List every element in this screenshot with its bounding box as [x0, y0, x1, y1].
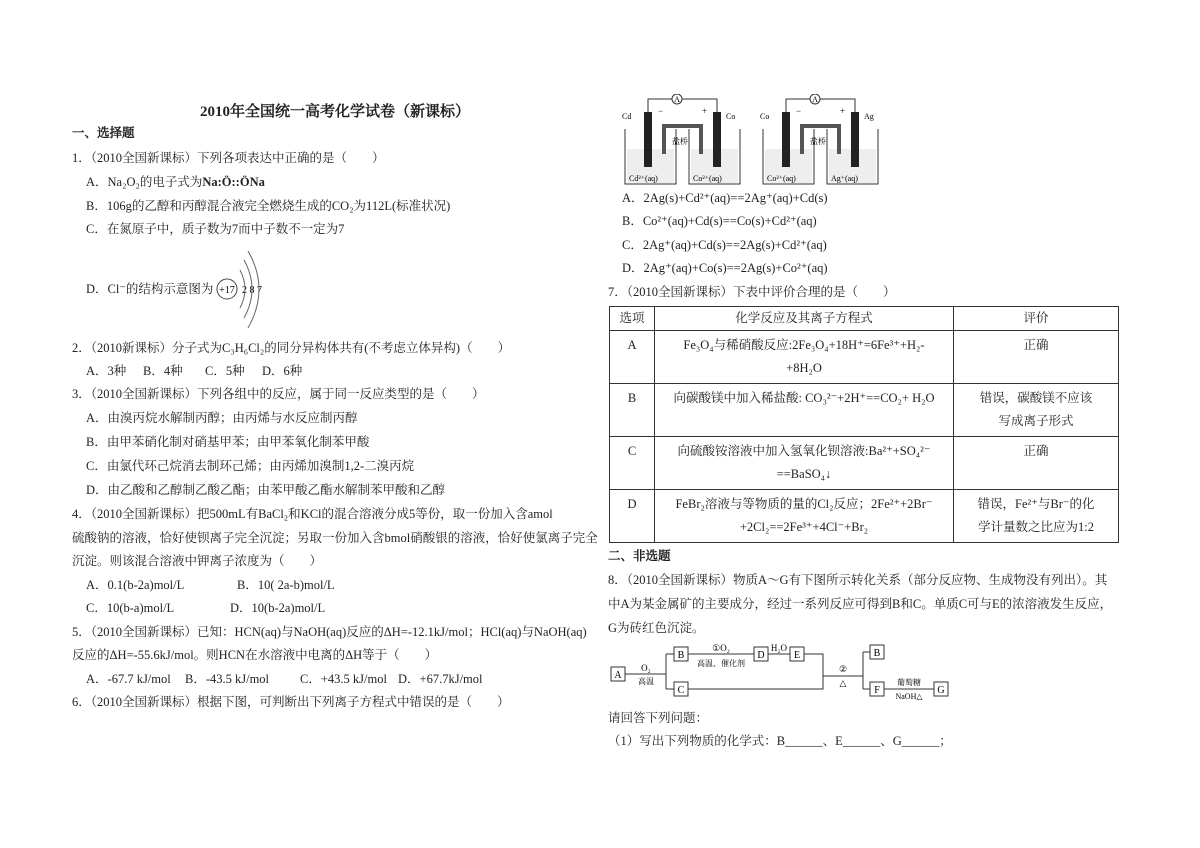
option-c: C．2Ag⁺(aq)+Cd(s)==2Ag(s)+Cd²⁺(aq) — [622, 238, 827, 252]
text: A — [610, 331, 655, 384]
option-c: C．+43.5 kJ/mol — [300, 672, 387, 686]
option-b: B．4种 — [143, 364, 183, 378]
option-a — [86, 173, 265, 191]
header-equation: 化学反应及其离子方程式 — [655, 307, 954, 331]
question-2: 2．（2010新课标）分子式为C₃H₆Cl₂的同分异构体共有(不考虑立体异构)（ ） — [72, 341, 511, 355]
text: A．Na₂O₂的电子式为 — [86, 175, 203, 189]
text: 2 8 7 — [242, 285, 262, 296]
text: C — [610, 437, 655, 490]
text: 向硫酸铵溶液中加入氢氧化钡溶液:Ba²⁺+SO₄²⁻ — [677, 444, 931, 458]
header-evaluation: 评价 — [954, 307, 1119, 331]
question-8: 8．（2010全国新课标）物质A～G有下图所示转化关系（部分反应物、生成物没有列出）。其 — [608, 573, 1108, 587]
text: − — [796, 106, 802, 116]
option-b: B．-43.5 kJ/mol — [185, 672, 270, 686]
text: B — [610, 384, 655, 437]
option-a: A．由溴丙烷水解制丙醇；由丙烯与水反应制丙醇 — [86, 411, 358, 425]
option-b: B．10( 2a-b)mol/L — [237, 578, 335, 592]
table-row — [610, 384, 1119, 437]
question-8-line: G为砖红色沉淀。 — [608, 621, 705, 635]
text: D — [757, 650, 765, 661]
text: E — [793, 650, 801, 661]
text: 盐桥 — [672, 137, 688, 146]
section-heading: 二、非选题 — [608, 549, 671, 563]
text: Ag⁺(aq) — [831, 174, 858, 183]
text: 高温、催化剂 — [697, 659, 745, 668]
text: 正确 — [954, 437, 1119, 490]
table-row — [610, 490, 1119, 543]
text: + — [840, 106, 846, 116]
question-8-line: 中A为某金属矿的主要成分，经过一系列反应可得到B和C。单质C可与E的浓溶液发生反应， — [608, 597, 1113, 611]
option-a: A．-67.7 kJ/mol — [86, 672, 171, 686]
text: 葡萄糖 — [897, 678, 921, 687]
text: 高温 — [638, 677, 654, 686]
text: Co²⁺(aq) — [767, 174, 796, 183]
text: Co — [726, 112, 736, 121]
text: A — [674, 95, 680, 104]
text: FeBr₂溶液与等物质的量的Cl₂反应；2Fe²⁺+2Br⁻ — [675, 497, 933, 511]
prompt: 请回答下列问题： — [608, 711, 709, 725]
question-3: 3．（2010全国新课标）下列各组中的反应，属于同一反应类型的是（ ） — [72, 387, 485, 401]
table-header — [610, 307, 1119, 331]
option-d: D．2Ag⁺(aq)+Co(s)==2Ag(s)+Co²⁺(aq) — [622, 261, 828, 275]
table-row — [610, 331, 1119, 384]
text: NaOH△ — [895, 692, 923, 701]
sub-question-1: （1）写出下列物质的化学式：B______、E______、G______； — [608, 734, 952, 748]
text: Ag — [864, 112, 874, 121]
electron-formula: Na:Ö::ÖNa — [202, 175, 265, 189]
text: Cd — [622, 112, 632, 121]
text: 写成离子形式 — [998, 414, 1074, 428]
text: ==BaSO₄↓ — [776, 467, 832, 481]
text: A — [614, 670, 622, 681]
text: Cd²⁺(aq) — [629, 174, 658, 183]
option-a: A．2Ag(s)+Cd²⁺(aq)==2Ag⁺(aq)+Cd(s) — [622, 191, 828, 205]
text: 学计量数之比应为1:2 — [978, 520, 1094, 534]
text: △ — [839, 678, 847, 688]
option-b: B．106g的乙醇和丙醇混合液完全燃烧生成的CO₂为112L(标准状况) — [86, 199, 451, 213]
text: H₂O — [770, 643, 788, 653]
text: B — [873, 648, 881, 659]
option-c: C．5种 — [205, 364, 245, 378]
text: +2Cl₂==2Fe³⁺+4Cl⁻+Br₂ — [739, 520, 869, 534]
text: 向碳酸镁中加入稀盐酸: CO₃²⁻+2H⁺==CO₂+ H₂O — [655, 384, 954, 437]
text: ①O₂ — [712, 643, 730, 653]
text: 错误，碳酸镁不应该 — [979, 391, 1093, 405]
table-row — [610, 437, 1119, 490]
option-d: D．+67.7kJ/mol — [398, 672, 483, 686]
text: A — [812, 95, 818, 104]
section-heading: 一、选择题 — [72, 126, 135, 140]
option-c: C．由氯代环己烷消去制环己烯；由丙烯加溴制1,2-二溴丙烷 — [86, 459, 415, 473]
text: D — [610, 490, 655, 543]
atom-structure-diagram — [210, 248, 280, 334]
option-b: B．Co²⁺(aq)+Cd(s)==Co(s)+Cd²⁺(aq) — [622, 214, 817, 228]
text: G — [937, 685, 945, 696]
question-6: 6．（2010全国新课标）根据下图，可判断出下列离子方程式中错误的是（ ） — [72, 695, 510, 709]
question-1: 1．（2010全国新课标）下列各项表达中正确的是（ ） — [72, 151, 385, 165]
text: O₂ — [641, 663, 651, 673]
option-a: A．0.1(b-2a)mol/L — [86, 578, 185, 592]
page-title: 2010年全国统一高考化学试卷（新课标） — [200, 104, 471, 120]
question-5: 5．（2010全国新课标）已知：HCN(aq)与NaOH(aq)反应的ΔH=-12.1kJ/mol；HCl(aq)与NaOH(aq) — [72, 625, 587, 639]
cell-1 — [622, 94, 740, 184]
option-c: C．10(b-a)mol/L — [86, 601, 175, 615]
text: B — [677, 650, 685, 661]
text: +8H₂O — [786, 361, 822, 375]
text: 正确 — [954, 331, 1119, 384]
option-a: A．3种 — [86, 364, 127, 378]
question-4: 4．（2010全国新课标）把500mL有BaCl₂和KCl的混合溶液分成5等份，取一份加入含amol — [72, 507, 553, 521]
evaluation-table — [609, 306, 1119, 543]
text: 盐桥 — [810, 137, 826, 146]
cell-2 — [760, 94, 878, 184]
header-option: 选项 — [610, 307, 655, 331]
question-5-line: 反应的ΔH=-55.6kJ/mol。则HCN在水溶液中电离的ΔH等于（ ） — [72, 648, 438, 662]
text: Fe₃O₄与稀硝酸反应:2Fe₃O₄+18H⁺=6Fe³⁺+H₂- — [683, 338, 925, 352]
text: C — [677, 685, 685, 696]
text: Co²⁺(aq) — [693, 174, 722, 183]
question-4-line: 硫酸钠的溶液，恰好使钡离子完全沉淀；另取一份加入含bmol硝酸银的溶液，恰好使氯离子完全 — [72, 531, 598, 545]
option-d: D．6种 — [262, 364, 303, 378]
question-4-line: 沉淀。则该混合溶液中钾离子浓度为（ ） — [72, 554, 323, 568]
option-d: D．10(b-2a)mol/L — [230, 601, 326, 615]
option-d: D．Cl⁻的结构示意图为 — [86, 282, 214, 296]
text: 错误，Fe²⁺与Br⁻的化 — [977, 497, 1095, 511]
question-7: 7．（2010全国新课标）下表中评价合理的是（ ） — [608, 285, 896, 299]
text: Co — [760, 112, 770, 121]
conversion-flow-diagram — [608, 643, 953, 703]
text: + — [702, 106, 708, 116]
galvanic-cells-diagram — [620, 94, 880, 186]
text: +17 — [219, 285, 235, 296]
text: F — [874, 685, 880, 696]
option-d: D．由乙酸和乙醇制乙酸乙酯；由苯甲酸乙酯水解制苯甲酸和乙醇 — [86, 483, 446, 497]
text: − — [658, 106, 664, 116]
option-c: C．在氮原子中，质子数为7而中子数不一定为7 — [86, 222, 345, 236]
option-b: B．由甲苯硝化制对硝基甲苯；由甲苯氧化制苯甲酸 — [86, 435, 370, 449]
text: ② — [838, 664, 848, 674]
